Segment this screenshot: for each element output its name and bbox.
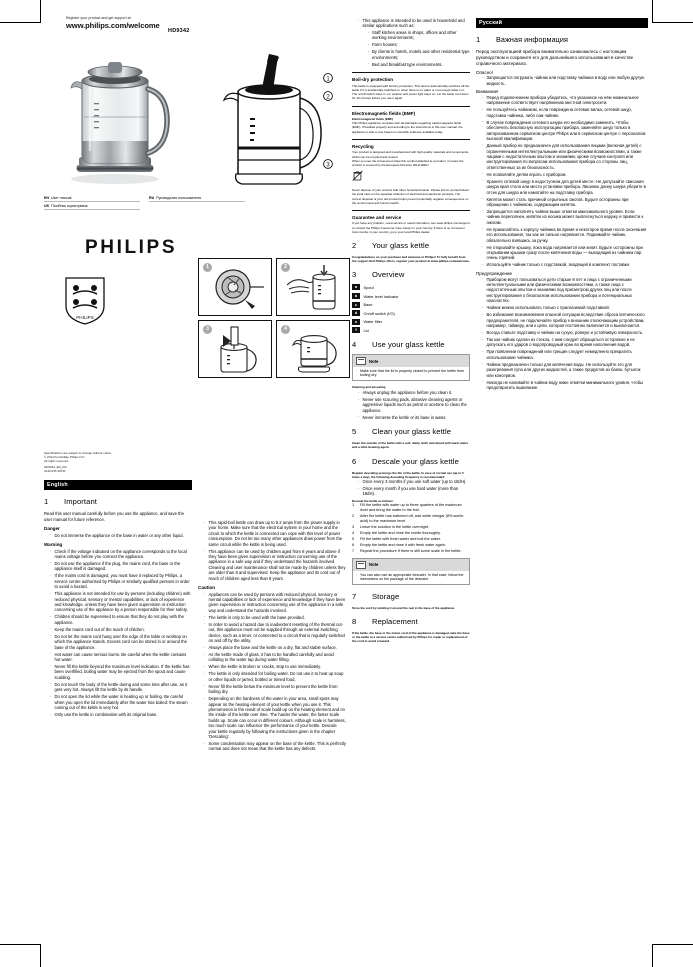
descale-step-number: 3	[352, 525, 355, 530]
warning-item: · Children should be supervised to ensure that they do not play with the appliance.	[50, 614, 192, 625]
crop-mark-bottom-right-h	[652, 944, 693, 945]
note-body	[353, 571, 469, 584]
ru-warning-item: · Не позволяйте детям играть с прибором.	[482, 172, 648, 177]
descale-step-text: After the kettle has switched off, add white vinegar (8% acetic acid) to the maximum level.	[360, 514, 464, 523]
warning-list	[44, 549, 192, 718]
overview-key-label: Lid	[363, 327, 369, 333]
overview-key-label: Base	[363, 302, 373, 308]
ru-warning-item: · Данный прибор не предназначен для использования лицами (включая детей) с ограниченными интеллектуальными или физическими возможностями, а также лицами с недостаточным опытом и знаниями, кроме случаев контроля или инструктирования по вопросам использования прибора со стороны лиц, ответственных за их безопасность.	[482, 143, 648, 170]
section-7-body: Store the cord by winding it around the reel in the base of the appliance.	[352, 605, 456, 610]
household-item: · Farm houses;	[368, 42, 471, 47]
warning-item: · Do not let the mains cord hang over the edge of the table or worktop on which the appliance stands. Excess cord can be stored in or around the base of the appliance.	[50, 634, 192, 650]
section-number-6: 6	[352, 456, 357, 466]
overview-key-label: Spout	[363, 284, 374, 290]
ru-caution-list	[476, 277, 648, 391]
step-figure-row-2	[198, 320, 346, 378]
overview-item	[352, 293, 470, 299]
overview-item	[352, 310, 470, 316]
descale-frequency-item: · Once every 3 months if you use soft water (up to 18dH).	[358, 479, 470, 484]
crop-mark-bottom-left-h	[0, 944, 41, 945]
crop-mark-top-right-h	[652, 22, 693, 23]
cleaning-item: · Never immerse the kettle or its base in water.	[358, 415, 470, 420]
warning-item: · This appliance is not intended for use by persons (including children) with reduced physical, sensory or mental capabilities, or lack of experience and knowledge, unless they have been given supervision or instruction concerning use of the appliance by a person responsible for their safety.	[50, 591, 192, 613]
overview-key-badge: c	[352, 302, 360, 308]
step-figures	[198, 258, 346, 382]
note-label: Note	[369, 562, 379, 568]
danger-item: · Do not immerse the appliance or the base in water or any other liquid.	[50, 533, 192, 538]
household-list	[352, 18, 470, 67]
language-label-ru: Руководство пользователя	[156, 196, 201, 200]
descale-step-number: 2	[352, 514, 355, 519]
divider-3	[352, 139, 470, 140]
note-icon	[356, 357, 366, 365]
ru-warning-item: · Не пользуйтесь чайником, если повреждена сетевая вилка, сетевой шнур, подставка чайника, либо сам чайник.	[482, 107, 648, 118]
svg-text:2: 2	[326, 94, 330, 101]
ru-warning-item: · Запрещается наполнять чайник выше отметки максимального уровня. Если чайник переполнен, кипяток из носика может выплеснуться наружу и привести к ожогам.	[482, 209, 648, 225]
column-russian	[476, 18, 648, 392]
descale-step-text: Leave the solution in the kettle overnight.	[360, 525, 430, 530]
caution-item: · Appliances can be used by persons with reduced physical, sensory or mental capabilities or lack of experience and knowledge if they have been given supervision or instruction concerning use of the appliance in a safe way and understand the hazards involved.	[204, 592, 346, 614]
step-figure-2	[276, 258, 350, 316]
note-header	[353, 559, 469, 570]
section-important	[44, 497, 192, 506]
cleaning-item: · Always unplug the appliance before you clean it.	[358, 390, 470, 395]
overview-key-label: Water filter	[363, 319, 383, 325]
section-title-4: Use your glass kettle	[372, 340, 445, 350]
svg-text:PHILIPS: PHILIPS	[76, 315, 94, 320]
section-replacement	[352, 617, 470, 626]
overview-key-badge: f	[352, 327, 360, 333]
descale-frequency-list	[352, 479, 470, 497]
step-figure-1	[198, 258, 272, 316]
language-label-uk: Посібник користувача	[51, 203, 88, 208]
warning-item: · Do not use the appliance if the plug, the mains cord, the base or the appliance itself is damaged.	[50, 561, 192, 572]
descale-step	[352, 514, 470, 524]
step-badge-1: 1	[203, 263, 212, 272]
section-use-kettle	[352, 340, 470, 349]
column-english-1	[44, 480, 192, 719]
section-descale-kettle	[352, 457, 470, 466]
caution-item: · When the kettle is broken or cracks, stop to use immediately.	[204, 664, 346, 669]
overview-item	[352, 327, 470, 333]
recycling-body-3: Never dispose of your product with other household waste. Please inform yourself about the local rules on the separate collection of electrical and electronic products. The correct disposal of your old product helps prevent potentially negative consequences on the environment and human health.	[352, 188, 469, 205]
emf-subheading: Electromagnetic fields (EMF)	[352, 117, 394, 122]
section-number-4: 4	[352, 340, 357, 350]
household-item: · Staff kitchen areas in shops, offices and other working environments;	[368, 30, 471, 41]
household-intro-text: This appliance is intended to be used in household and similar applications such as:	[362, 18, 465, 29]
note-body	[353, 367, 469, 380]
caution-item: · This appliance can be used by children aged from 8 years and above if they have been given supervision or instruction concerning use of the appliance in a safe way and if they understand the hazards involved. Cleaning and user maintenance shall not be made by children unless they are older than 8 and supervised. Keep the appliance and its cord out of reach of children aged less than 8 years.	[204, 549, 346, 581]
legal-line-4: HD9342_EN_RU	[44, 465, 67, 470]
warning-item: · Hot water can cause serious burns. Be careful when the kettle contains hot water.	[50, 652, 192, 663]
descale-step	[352, 525, 470, 530]
ru-caution-item: · Чайник предназначен только для кипячения воды. Не используйте его для разогревания супа или других жидкостей, а также продуктов из банок, бутылок или консервов.	[482, 362, 648, 378]
cleaning-item: · Never use scouring pads, abrasive cleaning agents or aggressive liquids such as petrol or acetone to clean the appliance.	[358, 397, 470, 413]
warning-item: · Keep the mains cord out of the reach of children.	[50, 627, 192, 632]
model-number: HD9342	[168, 28, 190, 34]
section-title-8: Replacement	[372, 616, 418, 626]
section-title-7: Storage	[372, 591, 400, 601]
crop-mark-top-right-v	[652, 0, 653, 22]
caution-item: · The kettle is only intended for boiling water. Do not use it to heat up soup or other liquids or jarred, bottled or tinned food.	[204, 671, 346, 682]
warning-item: · Only use the kettle in combination with its original base.	[50, 712, 192, 717]
descale-step	[352, 537, 470, 542]
section-overview	[352, 270, 470, 279]
household-item: · By clients in hotels, motels and other residential type environments;	[368, 49, 471, 60]
warning-item: · Do not touch the body of the kettle during and some time after use, as it gets very hot. Always lift the kettle by its handle.	[50, 682, 192, 693]
section-your-glass-kettle	[352, 241, 470, 250]
household-item: · Bed and breakfast type environments.	[368, 62, 471, 67]
crop-mark-top-left-v	[40, 0, 41, 22]
philips-wordmark: PHILIPS	[85, 237, 178, 258]
descale-step	[352, 531, 470, 536]
descale-steps-heading: Descale the kettle as follows:	[352, 498, 394, 503]
ru-caution-item: · Во избежание возникновения опасной ситуации вследствие сброса termического предохранителя, не подключайте прибор к внешним отключающим устройствам, например, таймеру, или к цепи, которая постоянно включается и выключается.	[482, 312, 648, 328]
caution-item: · Some condensation may appear on the base of the kettle. This is perfectly normal and does not mean that the kettle has any defects.	[204, 741, 346, 752]
descale-step-text: Empty the kettle and rinse it with fresh water again.	[360, 543, 446, 548]
section-number-8: 8	[352, 616, 357, 626]
step-badge-2: 2	[281, 263, 290, 272]
legal-line-2: © 2014 Koninklijke Philips N.V.	[44, 454, 85, 459]
section-number-1: 1	[44, 497, 49, 507]
language-entry-en	[44, 196, 140, 202]
section-5-body: Clean the outside of the kettle with a soft, damp cloth moistened with warm water and a mild cleaning agent.	[352, 441, 469, 450]
column-english-2	[198, 520, 346, 753]
ru-warning-item: · Используйте чайник только с подставкой, входящей в комплект поставки.	[482, 262, 648, 267]
descale-step	[352, 549, 470, 554]
divider-4	[352, 210, 470, 211]
legal-fine-print	[44, 452, 194, 474]
section-clean-kettle	[352, 427, 470, 436]
descale-step-text: Empty the kettle and rinse the inside thoroughly.	[360, 531, 441, 536]
language-code-uk: UK	[44, 203, 50, 208]
warning-item: · Check if the voltage indicated on the appliance corresponds to the local mains voltage before you connect the appliance.	[50, 549, 192, 560]
language-label-en: User manual	[51, 196, 72, 200]
ru-caution-item: · Так как чайник сделан из стекла, с ним следует обращаться осторожно и не допускать его ударов о водопроводный кран во время наполнения водой.	[482, 337, 648, 348]
language-tab-english: English	[44, 480, 192, 490]
descale-frequency-item: · Once every month if you use hard water (more than 18dH).	[358, 486, 470, 497]
warning-item: · Do not open the lid while the water is heating up or boiling. Be careful when you open the lid immediately after the water has boiled: the steam coming out of the kettle is very hot.	[50, 694, 192, 710]
philips-shield-logo	[62, 276, 108, 326]
note-icon	[356, 561, 366, 569]
descale-step-number: 7	[352, 549, 355, 554]
ru-danger-heading: Опасно!	[476, 69, 493, 75]
descale-steps	[352, 503, 470, 554]
section-title-5: Clean your glass kettle	[372, 427, 452, 437]
kettle-line-drawing	[214, 22, 346, 222]
ru-warning-item: · Не открывайте крышку, пока вода нагревается или кипит. Будьте осторожны при открывании крышки сразу после кипячения воды — выходящий из чайника пар очень горячий.	[482, 245, 648, 261]
section-title-1: Important	[64, 497, 97, 507]
descale-step	[352, 503, 470, 513]
wheelie-bin-icon	[352, 170, 363, 181]
caution-item: · The kettle is only to be used with the base provided.	[204, 615, 346, 620]
boildry-body: This kettle is equipped with boil-dry protection. This device automatically switches off the kettle if it is accidentally switched on when there is no water or not enough water in it. The on/off switch stays in 'on' position and power light stays on. Let the kettle cool down for 10 minutes before you use it again.	[352, 83, 470, 101]
section-2-body: Congratulations on your purchase and welcome to Philips! To fully benefit from the support that Philips offers, register your product at www.philips.com/welcome.	[352, 255, 470, 264]
note-box-use	[352, 354, 470, 380]
caution-item: · In order to avoid a hazard due to inadvertent resetting of the thermal cut-out, this appliance must not be supplied through an external switching device, such as a timer, or connected to a circuit that is regularly switched on and off by the utility.	[204, 622, 346, 644]
recycling-body-1: Your product is designed and manufactured with high quality materials and components, which can be recycled and reused.	[352, 150, 469, 159]
crop-mark-bottom-right-v	[652, 944, 653, 967]
ru-caution-item: · Всегда ставьте подставку и чайник на сухую, ровную и устойчивую поверхность.	[482, 330, 648, 335]
caution-list	[198, 592, 346, 752]
note-item: · You can also use an appropriate descaler. In that case, follow the instructions on the package of the descaler.	[356, 573, 466, 582]
register-line-1: Register your product and get support at	[66, 16, 131, 20]
descale-intro: Regular descaling prolongs the life of the kettle. In case of normal use (up to 5 times a day), the following descaling frequency is recommended:	[352, 470, 464, 479]
emf-body: This Philips appliance complies with all standards regarding electromagnetic fields (EMF). If handled properly and according to the instructions in this user manual, the appliance is safe to use based on scientific evidence available today.	[352, 121, 463, 134]
ru-warning-item: · В случае повреждения сетевого шнура его необходимо заменить. Чтобы обеспечить безопасную эксплуатацию прибора, заменяйте шнур только в авторизованном сервисном центре Philips или в сервисном центре с персоналом высокой квалификации.	[482, 120, 648, 142]
overview-key-label: Water level indicator	[363, 293, 399, 299]
household-intro	[358, 18, 470, 67]
ru-caution-heading: Предупреждение	[476, 270, 513, 276]
svg-text:1: 1	[326, 76, 330, 83]
section-number-5: 5	[352, 427, 357, 437]
danger-heading: Danger	[44, 526, 60, 532]
caution-item: · As the kettle made of glass, it has to be handled carefully and avoid colliding to the water tap during water filling.	[204, 652, 346, 663]
recycling-body-2: When you see the crossed-out wheel bin symbol attached to a product, it means the product is covered by the European Directive 2012/19/EU.	[352, 158, 464, 167]
section-number-2: 2	[352, 241, 357, 251]
language-entry-uk	[44, 204, 140, 210]
caution-item: · Always place the base and the kettle on a dry, flat and stable surface.	[204, 645, 346, 650]
descale-step-number: 4	[352, 531, 355, 536]
ru-warning-item: · Перед подключением прибора убедитесь, что указанное на нём номинальное напряжение соответствует напряжению местной электросети.	[482, 95, 648, 106]
danger-list	[44, 533, 192, 538]
legal-line-1: Specifications are subject to change without notice	[44, 451, 112, 455]
descale-step-number: 6	[352, 543, 355, 548]
section-8-body: If the kettle, the base or the mains cord of the appliance is damaged, take the base or the kettle to a service centre authorised by Philips for repair or replacement of the cord to avoid a hazard.	[352, 630, 470, 644]
guarantee-heading: Guarantee and service	[352, 214, 402, 220]
overview-key-badge: b	[352, 293, 360, 299]
language-code-en: EN	[44, 196, 49, 200]
overview-key-label: On/off switch (I/O)	[363, 310, 395, 316]
cleaning-list	[352, 390, 470, 420]
caution-heading: Caution	[198, 585, 216, 591]
warning-heading: Warning	[44, 542, 63, 547]
guarantee-body: If you have any problem, need service or need information, see www.philips.com/support or contact the Philips Consumer Care Center in your country. If there is no Consumer Care Centre in your country, go to your local Philips dealer.	[352, 221, 470, 234]
step-badge-4: 4	[281, 325, 290, 334]
ru-intro: Перед эксплуатацией прибора внимательно ознакомьтесь с настоящим руководством и сохраните его для дальнейшего использования в качестве справочного материала.	[476, 49, 634, 66]
note-box-descale	[352, 558, 470, 584]
caution-item: · Never fill the kettle below the minimum level to prevent the kettle from boiling dry.	[204, 684, 346, 695]
section-ru-title-1: Важная информация	[496, 35, 569, 45]
section-title-2: Your glass kettle	[372, 241, 430, 251]
legal-line-3: All rights reserved.	[44, 458, 69, 463]
step-figure-3	[198, 320, 272, 378]
caution-item: · Depending on the hardness of the water in your area, small spots may appear on the heating element of your kettle when you use it. This phenomenon is the result of scale build-up on the heating element and on the inside of the kettle over time. The harder the water, the faster scale builds up. Scale can occur in different colours. Although scale is harmless, too much scale can influence the performance of your kettle. Descale your kettle regularly by following the instructions given in the chapter 'Descaling'.	[204, 696, 346, 739]
section-title-3: Overview	[372, 270, 405, 280]
section-number-3: 3	[352, 270, 357, 280]
descale-step-text: Repeat the procedure if there is still some scale in the kettle.	[360, 549, 462, 554]
divider-2	[352, 106, 470, 107]
column-english-3	[352, 18, 470, 644]
section-storage	[352, 592, 470, 601]
descale-step-number: 5	[352, 537, 355, 542]
overview-key-badge: a	[352, 284, 360, 290]
register-url: www.philips.com/welcome	[66, 21, 160, 30]
descale-step-text: Fill the kettle with fresh water and boil the water.	[360, 537, 441, 542]
caution-item: · This rapid-boil kettle can draw up to 9.2 amps from the power supply in your home. Make sure that the electrical system in your home and the circuit to which the kettle is connected can cope with this level of power consumption. Do not let too many other appliances draw power from the same circuit while the kettle is being used.	[204, 520, 346, 547]
overview-key-badge: e	[352, 319, 360, 325]
divider-1	[352, 72, 470, 73]
ru-warning-list	[476, 95, 648, 268]
ru-caution-item: · При появлении повреждений или трещин следует немедленно прекратить использование чайника.	[482, 349, 648, 360]
section-number-7: 7	[352, 591, 357, 601]
overview-key-badge: d	[352, 310, 360, 316]
caution-list-top	[198, 520, 346, 581]
product-photo	[52, 45, 182, 187]
ru-warning-heading: Внимание!	[476, 89, 499, 95]
descale-step	[352, 543, 470, 548]
ru-danger-list	[476, 75, 648, 86]
emf-heading: Electromagnetic fields (EMF)	[352, 110, 416, 116]
overview-item	[352, 319, 470, 325]
section-title-6: Descale your glass kettle	[372, 456, 459, 466]
section-ru-number-1: 1	[476, 35, 481, 45]
warning-item: · Never fill the kettle beyond the maximum level indication. If the kettle has been overfilled, boiling water may be ejected from the spout and cause scalding.	[50, 664, 192, 680]
section-ru-important	[476, 35, 648, 44]
ru-caution-item: · Никогда не наливайте в чайник воду ниже отметки минимального уровня, чтобы предотвратить выкипание.	[482, 380, 648, 391]
descale-step-text: Fill the kettle with water up to three quarters of the maximum level and bring the water to the boil.	[360, 503, 462, 512]
overview-key-list	[352, 284, 470, 333]
step-figure-4	[276, 320, 350, 378]
ru-warning-item: · Не прикасайтесь к корпусу чайника во время и некоторое время после окончания его использования, так как он сильно нагревается. Поднимайте чайник, обязательно взявшись за ручку.	[482, 227, 648, 243]
legal-line-5: 3140 035 39731	[44, 469, 66, 474]
descale-step-number: 1	[352, 503, 355, 508]
note-header	[353, 355, 469, 366]
step-figure-row-1	[198, 258, 346, 316]
crop-mark-top-left-h	[0, 22, 41, 23]
crop-mark-bottom-left-v	[40, 944, 41, 967]
language-tab-russian: Русский	[476, 18, 648, 28]
svg-text:3: 3	[326, 162, 330, 169]
household-sublist	[363, 30, 471, 67]
overview-item	[352, 284, 470, 290]
ru-caution-item: · Прибором могут пользоваться дети старше 8 лет и лица с ограниченными интеллектуальными или физическими возможностями, а также лица с недостаточным опытом и знаниями под присмотром других лиц или после инструктирования о безопасном использовании прибора и потенциальных опасностях.	[482, 277, 648, 304]
language-code-ru: RU	[149, 196, 155, 200]
overview-item	[352, 302, 470, 308]
recycling-heading: Recycling	[352, 143, 374, 149]
cleaning-subheading: Cleaning and descaling	[352, 384, 386, 389]
ru-danger-item: · Запрещается погружать чайник или подставку чайника в воду или любую другую жидкость.	[482, 75, 648, 86]
note-label: Note	[369, 358, 379, 364]
warning-item: · If the mains cord is damaged, you must have it replaced by Philips, a service centre authorised by Philips or similarly qualified persons in order to avoid a hazard.	[50, 573, 192, 589]
register-header	[66, 16, 226, 30]
ru-warning-item: · Храните сетевой шнур в недоступном для детей месте. Не допускайте свисания шнура края стола или места установки прибора. Лишнюю длину шнура уберите в отсек для шнура или намотайте на подставку прибора.	[482, 179, 648, 195]
boildry-heading: Boil-dry protection	[352, 77, 394, 83]
ru-caution-item: · Чайник можно использовать только с прилагаемой подставкой.	[482, 305, 648, 310]
note-item: · Make sure that the lid is properly closed to prevent the kettle from boiling dry.	[356, 369, 466, 378]
ru-warning-item: · Кипяток может стать причиной серьёзных ожогов. Будьте осторожны при обращении с чайником, содержащим кипяток.	[482, 197, 648, 208]
step-badge-3: 3	[203, 325, 212, 334]
important-intro: Read this user manual carefully before you use the appliance, and save the user manual for future reference.	[44, 511, 184, 522]
